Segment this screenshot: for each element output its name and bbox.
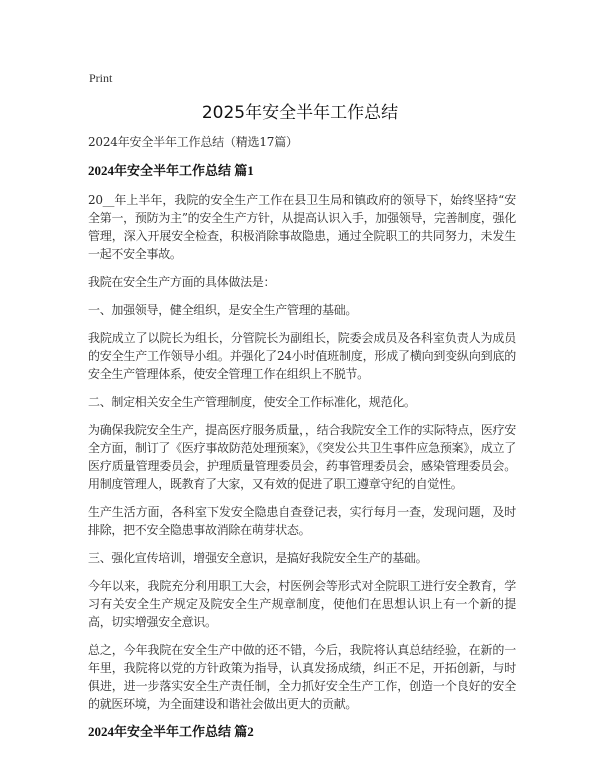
section-heading: 2024年安全半年工作总结 篇1 <box>88 163 254 178</box>
page-title: 2025年安全半年工作总结 <box>201 103 399 123</box>
paragraph: 20__年上半年，我院的安全生产工作在县卫生局和镇政府的领导下，始终坚持“安全第一，预防为主”的安全生产方针，从提高认识入手，加强领导，完善制度，强化管理，深入开展安全检查，积极消除事故隐患，通过全院职工的共同努力，未发生一起不安全事故。 <box>88 193 516 261</box>
print-label: Print <box>89 71 113 85</box>
paragraph: 我院在安全生产方面的具体做法是： <box>88 275 276 289</box>
paragraph: 总之，今年我院在安全生产中做的还不错，今后，我院将认真总结经验，在新的一年里，我院将以党的方针政策为指导，认真发扬成绩，纠正不足，开拓创新，与时俱进，进一步落实安全生产责任制，全力抓好安全生产工作，创造一个良好的安全的就医环境，为全面建设和谐社会做出更大的贡献。 <box>88 643 516 711</box>
paragraph: 一、加强领导，健全组织，是安全生产管理的基础。 <box>88 303 358 317</box>
paragraph: 生产生活方面，各科室下发安全隐患自查登记表，实行每月一查，发现问题，及时排除，把不安全隐患事故消除在萌芽状态。 <box>88 505 516 537</box>
paragraph: 我院成立了以院长为组长，分管院长为副组长，院委会成员及各科室负责人为成员的安全生产工作领导小组。并强化了24小时值班制度，形成了横向到变纵向到底的安全生产管理体系，使安全管理工作在组织上不脱节。 <box>88 331 516 381</box>
paragraph: 今年以来，我院充分利用职工大会，村医例会等形式对全院职工进行安全教育，学习有关安全生产规定及院安全生产规章制度，使他们在思想认识上有一个新的提高，切实增强安全意识。 <box>88 579 516 629</box>
document-subtitle: 2024年安全半年工作总结（精选17篇） <box>88 135 298 149</box>
document-body <box>88 133 516 752</box>
paragraph: 三、强化宣传培训，增强安全意识，是搞好我院安全生产的基础。 <box>88 551 428 565</box>
section-heading: 2024年安全半年工作总结 篇2 <box>88 724 254 739</box>
paragraph: 为确保我院安全生产，提高医疗服务质量，，结合我院安全工作的实际特点，医疗安全方面，制订了《医疗事故防范处理预案》，《突发公共卫生事件应急预案》，成立了医疗质量管理委员会，护理质量管理委员会，药事管理委员会，感染管理委员会。用制度管理人，既教育了大家，又有效的促进了职工遵章守纪的自觉性。 <box>88 423 516 491</box>
paragraph: 二、制定相关安全生产管理制度，使安全工作标准化，规范化。 <box>88 395 416 409</box>
